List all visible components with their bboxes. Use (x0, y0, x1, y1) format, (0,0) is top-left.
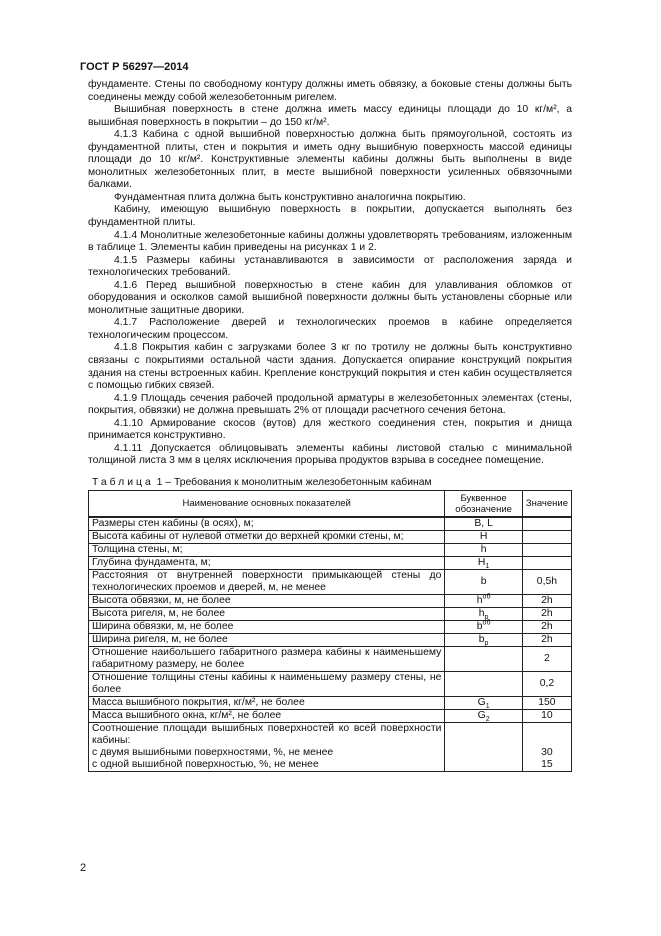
symbol-base: B, L (474, 518, 493, 529)
paragraph: фундаменте. Стены по свободному контуру должны иметь обвязку, а боковые стены должны быть соединены между собой железобетонным ригелем. (88, 79, 572, 103)
row-name: Глубина фундамента, м; (89, 557, 445, 570)
table-row (89, 697, 572, 710)
symbol-subscript: 1 (485, 563, 490, 571)
row-symbol (445, 517, 522, 531)
table-caption-word: Таблица (92, 477, 154, 488)
row-name: Масса вышибного покрытия, кг/м², не более (89, 697, 445, 710)
paragraph: 4.1.11 Допускается облицовывать элементы кабины листовой сталью с минимальной толщиной листа 3 мм в целях исключения прорыва продуктов взрыва в соседнее помещение. (88, 442, 572, 467)
paragraph: 4.1.4 Монолитные железобетонные кабины должны удовлетворять требованиям, изложенным в таблице 1. Элементы кабин приведены на рисунках 1 и 2. (88, 229, 572, 254)
row-name: Высота обвязки, м, не более (89, 595, 445, 608)
paragraph: 4.1.9 Площадь сечения рабочей продольной арматуры в железобетонных элементах (стены, покрытия, обвязки) не должна превышать 2% от площади расчетного сечения бетона. (88, 392, 572, 417)
row-name: Расстояния от внутренней поверхности примыкающей стены до технологических проемов и дверей, м, не менее (89, 570, 445, 595)
paragraph: 4.1.7 Расположение дверей и технологических проемов в кабине определяется технологическим процессом. (88, 317, 572, 341)
paragraph: Вышибная поверхность в стене должна иметь массу единицы площади до 10 кг/м², а вышибная поверхность в покрытии – до 150 кг/м². (88, 104, 572, 128)
table-caption (92, 477, 432, 488)
row-symbol (445, 544, 522, 557)
header-name: Наименование основных показателей (89, 491, 445, 518)
paragraph: Кабину, имеющую вышибную поверхность в покрытии, допускается выполнять без фундаментной плиты. (88, 204, 572, 229)
row-name (89, 723, 445, 772)
symbol-superscript: об (482, 619, 491, 627)
symbol-base: G (477, 710, 486, 721)
header-symbol: Буквенное обозначение (445, 491, 522, 518)
symbol-base: b (476, 621, 483, 632)
table-row (89, 710, 572, 723)
table-row (89, 531, 572, 544)
paragraph: Фундаментная плита должна быть конструктивно аналогична покрытию. (114, 191, 466, 203)
symbol-subscript: р (484, 614, 489, 622)
symbol-subscript: 2 (485, 716, 490, 724)
table-row (89, 595, 572, 608)
row-value: 150 (522, 697, 571, 710)
row-name: Высота кабины от нулевой отметки до верхней кромки стены, м; (89, 531, 445, 544)
row-name: Отношение толщины стены кабины к наименьшему размеру стены, не более (89, 672, 445, 697)
row-value (522, 531, 571, 544)
row-name-line: с двумя вышибными поверхностями, %, не менее (92, 747, 334, 758)
row-value: 2h (522, 595, 571, 608)
row-value: 2h (522, 621, 571, 634)
row-name: Ширина ригеля, м, не более (89, 634, 445, 647)
symbol-base: H (479, 531, 488, 542)
table-header-row (89, 491, 572, 518)
row-name: Отношение наибольшего габаритного размера кабины к наименьшему габаритному размеру, не более (89, 647, 445, 672)
row-value: 2 (522, 647, 571, 672)
row-symbol (445, 595, 522, 608)
row-name: Толщина стены, м; (89, 544, 445, 557)
symbol-superscript: об (482, 593, 491, 601)
symbol-base: b (480, 576, 487, 587)
row-value: 0,2 (522, 672, 571, 697)
table-row (89, 544, 572, 557)
row-value (522, 557, 571, 570)
row-name: Размеры стен кабины (в осях), м; (89, 517, 445, 531)
row-symbol (445, 531, 522, 544)
table-row (89, 517, 572, 531)
row-value (522, 544, 571, 557)
header-value: Значение (522, 491, 571, 518)
symbol-base: G (477, 697, 486, 708)
row-name: Масса вышибного окна, кг/м², не более (89, 710, 445, 723)
symbol-subscript: 1 (485, 703, 490, 711)
table-row (89, 557, 572, 570)
body-text (88, 79, 572, 468)
row-value (522, 723, 571, 772)
row-symbol (445, 557, 522, 570)
row-symbol (445, 697, 522, 710)
symbol-base: b (478, 634, 485, 645)
symbol-base: H (477, 557, 486, 568)
paragraph: 4.1.8 Покрытия кабин с загрузками более 3 кг по тротилу не должны быть конструктивно связаны с покрытиями остальной части здания. Допускается опирание конструкций покрытия здания на стены встроенных кабин. Крепление конструкций покрытия и стен кабин осуществляется с помощью гибких связей. (88, 342, 572, 392)
table-row (89, 621, 572, 634)
row-symbol (445, 710, 522, 723)
table-caption-title: 1 – Требования к монолитным железобетонным кабинам (153, 477, 432, 488)
row-symbol (445, 647, 522, 672)
table-row (89, 570, 572, 595)
table-row (89, 634, 572, 647)
requirements-table (88, 490, 572, 772)
table-row (89, 608, 572, 621)
document-header: ГОСТ Р 56297—2014 (80, 61, 189, 73)
row-symbol (445, 723, 522, 772)
row-value: 2h (522, 608, 571, 621)
row-value: 2h (522, 634, 571, 647)
paragraph: 4.1.10 Армирование скосов (вутов) для жесткого соединения стен, покрытия и днища принимается конструктивно. (88, 417, 572, 442)
row-symbol (445, 634, 522, 647)
paragraph: 4.1.3 Кабина с одной вышибной поверхностью должна быть прямоугольной, состоять из фундаментной плиты, стен и покрытия и иметь одну вышибную поверхность массой единицы площади до 10 кг/м². Конструктивные элементы кабины должны быть выполнены в виде монолитных железобетонных плит, в месте вышибной поверхности усиленных обвязочными балками. (88, 129, 572, 191)
table-row (89, 672, 572, 697)
table-row (89, 647, 572, 672)
table-row (89, 723, 572, 772)
row-value: 10 (522, 710, 571, 723)
symbol-base: h (478, 608, 485, 619)
row-name-line: Соотношение площади вышибных поверхностей ко всей поверхности кабины: (92, 723, 442, 746)
row-value (522, 517, 571, 531)
row-value-line: 30 (541, 747, 553, 758)
paragraph: 4.1.5 Размеры кабины устанавливаются в зависимости от расположения заряда и технологических требований. (88, 254, 572, 279)
row-symbol (445, 621, 522, 634)
row-value-line: 15 (541, 759, 553, 770)
row-symbol (445, 570, 522, 595)
symbol-subscript: р (484, 640, 489, 648)
page-number: 2 (80, 862, 87, 874)
row-value: 0,5h (522, 570, 571, 595)
row-name-line: с одной вышибной поверхностью, %, не менее (92, 759, 319, 770)
row-symbol (445, 672, 522, 697)
paragraph: 4.1.6 Перед вышибной поверхностью в стене кабин для улавливания обломков от оборудования и осколков самой вышибной поверхности должны быть установлены сборные или монолитные защитные дворики. (88, 279, 572, 316)
row-name: Высота ригеля, м, не более (89, 608, 445, 621)
symbol-base: h (476, 595, 483, 606)
symbol-base: h (480, 544, 487, 555)
row-name: Ширина обвязки, м, не более (89, 621, 445, 634)
